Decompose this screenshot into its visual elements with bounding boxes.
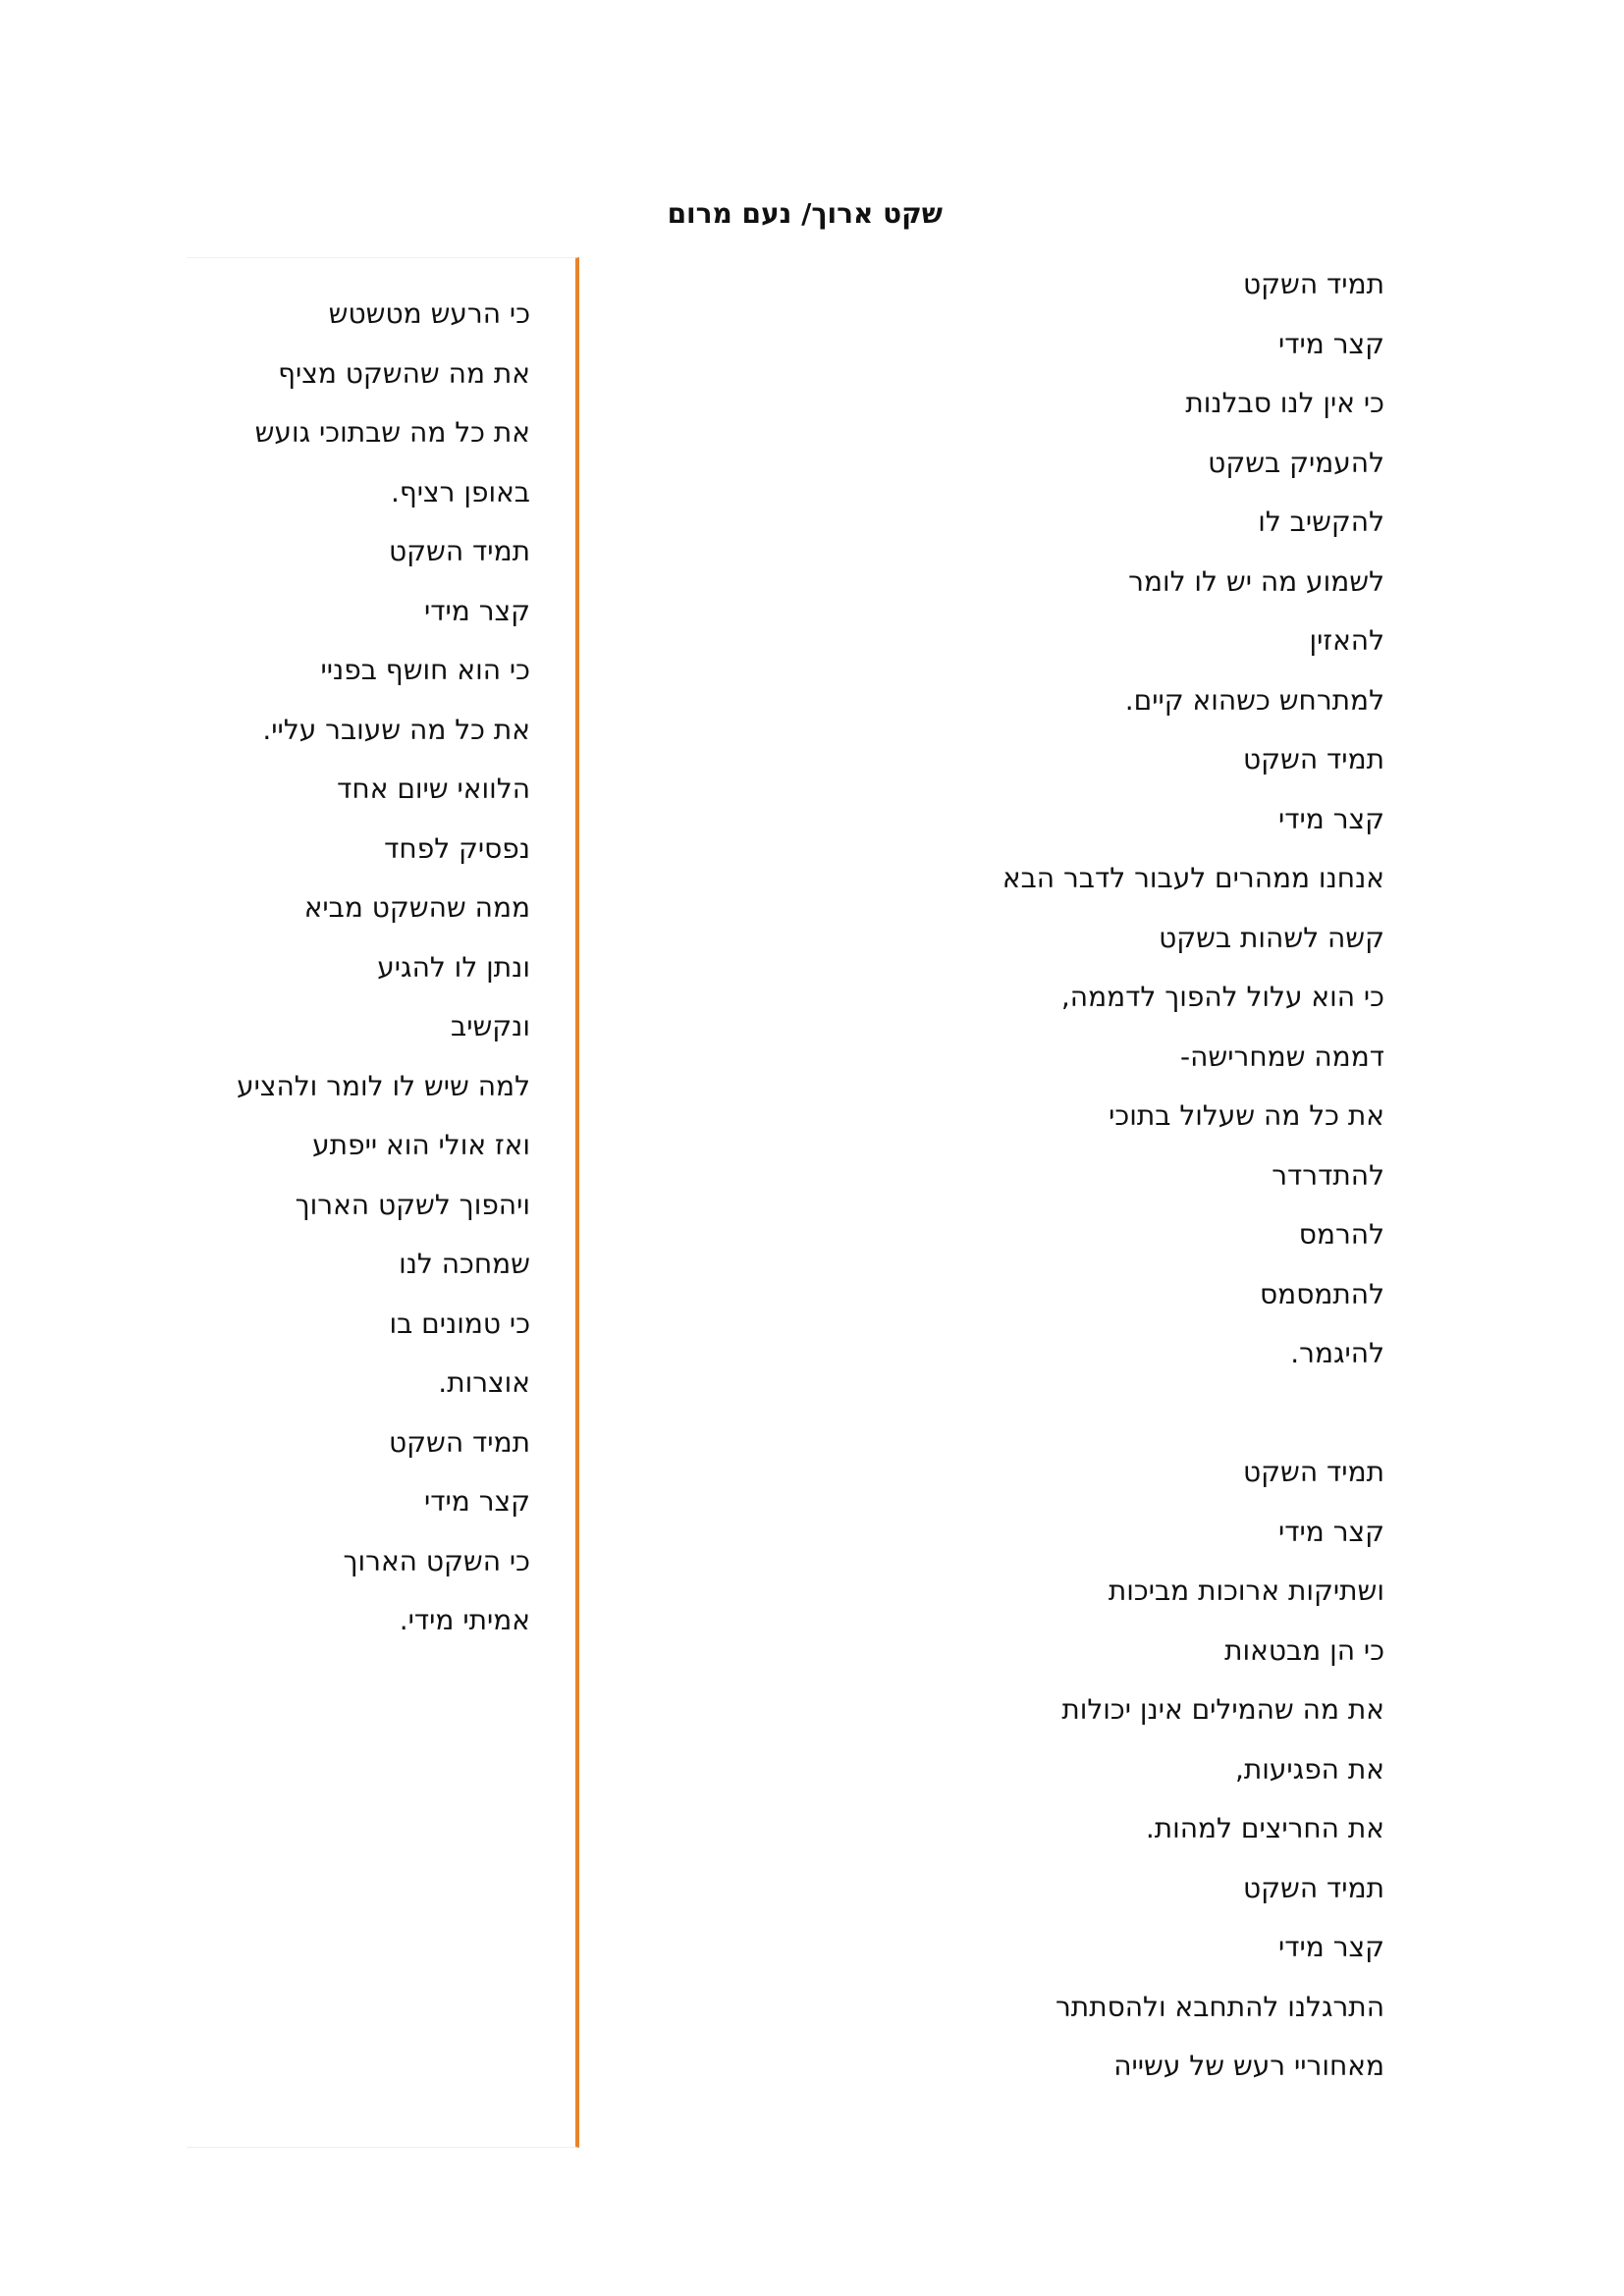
poem-line: להקשיב לו bbox=[1258, 506, 1384, 538]
poem-line: אנחנו ממהרים לעבור לדבר הבא bbox=[1001, 862, 1384, 894]
poem-line: ונקשיב bbox=[451, 1010, 530, 1042]
poem-line: קצר מידי bbox=[1277, 1931, 1384, 1963]
poem-line: כי השקט הארוך bbox=[343, 1544, 530, 1577]
poem-line: לשמוע מה יש לו לומר bbox=[1128, 564, 1384, 598]
poem-line: תמיד השקט bbox=[1242, 1456, 1384, 1488]
poem-line: ממה שהשקט מביא bbox=[303, 891, 530, 924]
poem-line: תמיד השקט bbox=[388, 1425, 530, 1459]
poem-line: להתמסמס bbox=[1260, 1277, 1384, 1310]
poem-right-column bbox=[864, 255, 1384, 2097]
poem-line: את החריצים למהות. bbox=[1145, 1812, 1384, 1844]
poem-line: אוצרות. bbox=[438, 1366, 530, 1399]
poem-line: ואז אולי הוא ייפתע bbox=[312, 1129, 530, 1161]
poem-line: קשה לשהות בשקט bbox=[1159, 921, 1384, 954]
poem-line: כי הן מבטאות bbox=[1224, 1633, 1384, 1667]
poem-line: דממה שמחרישה- bbox=[1180, 1040, 1384, 1073]
poem-line: התרגלנו להתחבא ולהסתתר bbox=[1055, 1990, 1384, 2023]
poem-line: ויהפוך לשקט הארוך bbox=[295, 1188, 530, 1221]
poem-line: תמיד השקט bbox=[1242, 1871, 1384, 1904]
poem-line: למתרחש כשהוא קיים. bbox=[1124, 683, 1384, 717]
poem-line: תמיד השקט bbox=[388, 535, 530, 567]
poem-line: להאזין bbox=[1309, 624, 1384, 657]
poem-line: כי טמונים בו bbox=[389, 1307, 530, 1340]
poem-line: תמיד השקט bbox=[1242, 743, 1384, 775]
poem-line: קצר מידי bbox=[1277, 327, 1384, 360]
poem-line: כי הוא חושף בפניי bbox=[320, 654, 530, 686]
poem-line: קצר מידי bbox=[1277, 802, 1384, 835]
poem-line bbox=[864, 1384, 1384, 1444]
poem-line: את כל מה שעלול בתוכי bbox=[1109, 1099, 1384, 1132]
poem-line: מאחוריי רעש של עשייה bbox=[1113, 2050, 1384, 2082]
poem-line: את מה שהמילים אינן יכולות bbox=[1061, 1693, 1384, 1726]
poem-line: שמחכה לנו bbox=[399, 1248, 530, 1280]
poem-line: באופן רציף. bbox=[390, 475, 530, 508]
poem-title: שקט ארוך/ נעם מרום bbox=[667, 197, 943, 230]
poem-line: את הפגיעות, bbox=[1234, 1752, 1384, 1786]
poem-line: להיגמר. bbox=[1290, 1337, 1384, 1369]
poem-line: למה שיש לו לומר ולהציע bbox=[237, 1069, 530, 1102]
poem-line: קצר מידי bbox=[423, 1485, 530, 1518]
poem-line: נפסיק לפחד bbox=[384, 831, 530, 865]
poem-line: את כל מה שעובר עליי. bbox=[262, 713, 530, 746]
poem-line: קצר מידי bbox=[1277, 1515, 1384, 1548]
poem-left-column bbox=[196, 285, 530, 1651]
poem-line: כי הרעש מטשטש bbox=[328, 297, 530, 330]
poem-line: את מה שהשקט מציף bbox=[278, 356, 530, 390]
poem-line: את כל מה שבתוכי גועש bbox=[254, 416, 530, 449]
poem-line: אמיתי מידי. bbox=[399, 1604, 530, 1636]
poem-line: תמיד השקט bbox=[1242, 268, 1384, 300]
poem-line: להתדרדר bbox=[1272, 1158, 1384, 1192]
poem-line: כי הוא עלול להפוך לדממה, bbox=[1060, 981, 1384, 1013]
poem-line: להעמיק בשקט bbox=[1208, 446, 1384, 479]
poem-line: להרמס bbox=[1298, 1218, 1384, 1251]
poem-line: ונתן לו להגיע bbox=[377, 950, 530, 984]
poem-line: ושתיקות ארוכות מביכות bbox=[1108, 1575, 1384, 1607]
poem-line: הלוואי שיום אחד bbox=[337, 773, 530, 805]
poem-line: כי אין לנו סבלנות bbox=[1185, 387, 1384, 419]
poem-line: קצר מידי bbox=[423, 594, 530, 627]
